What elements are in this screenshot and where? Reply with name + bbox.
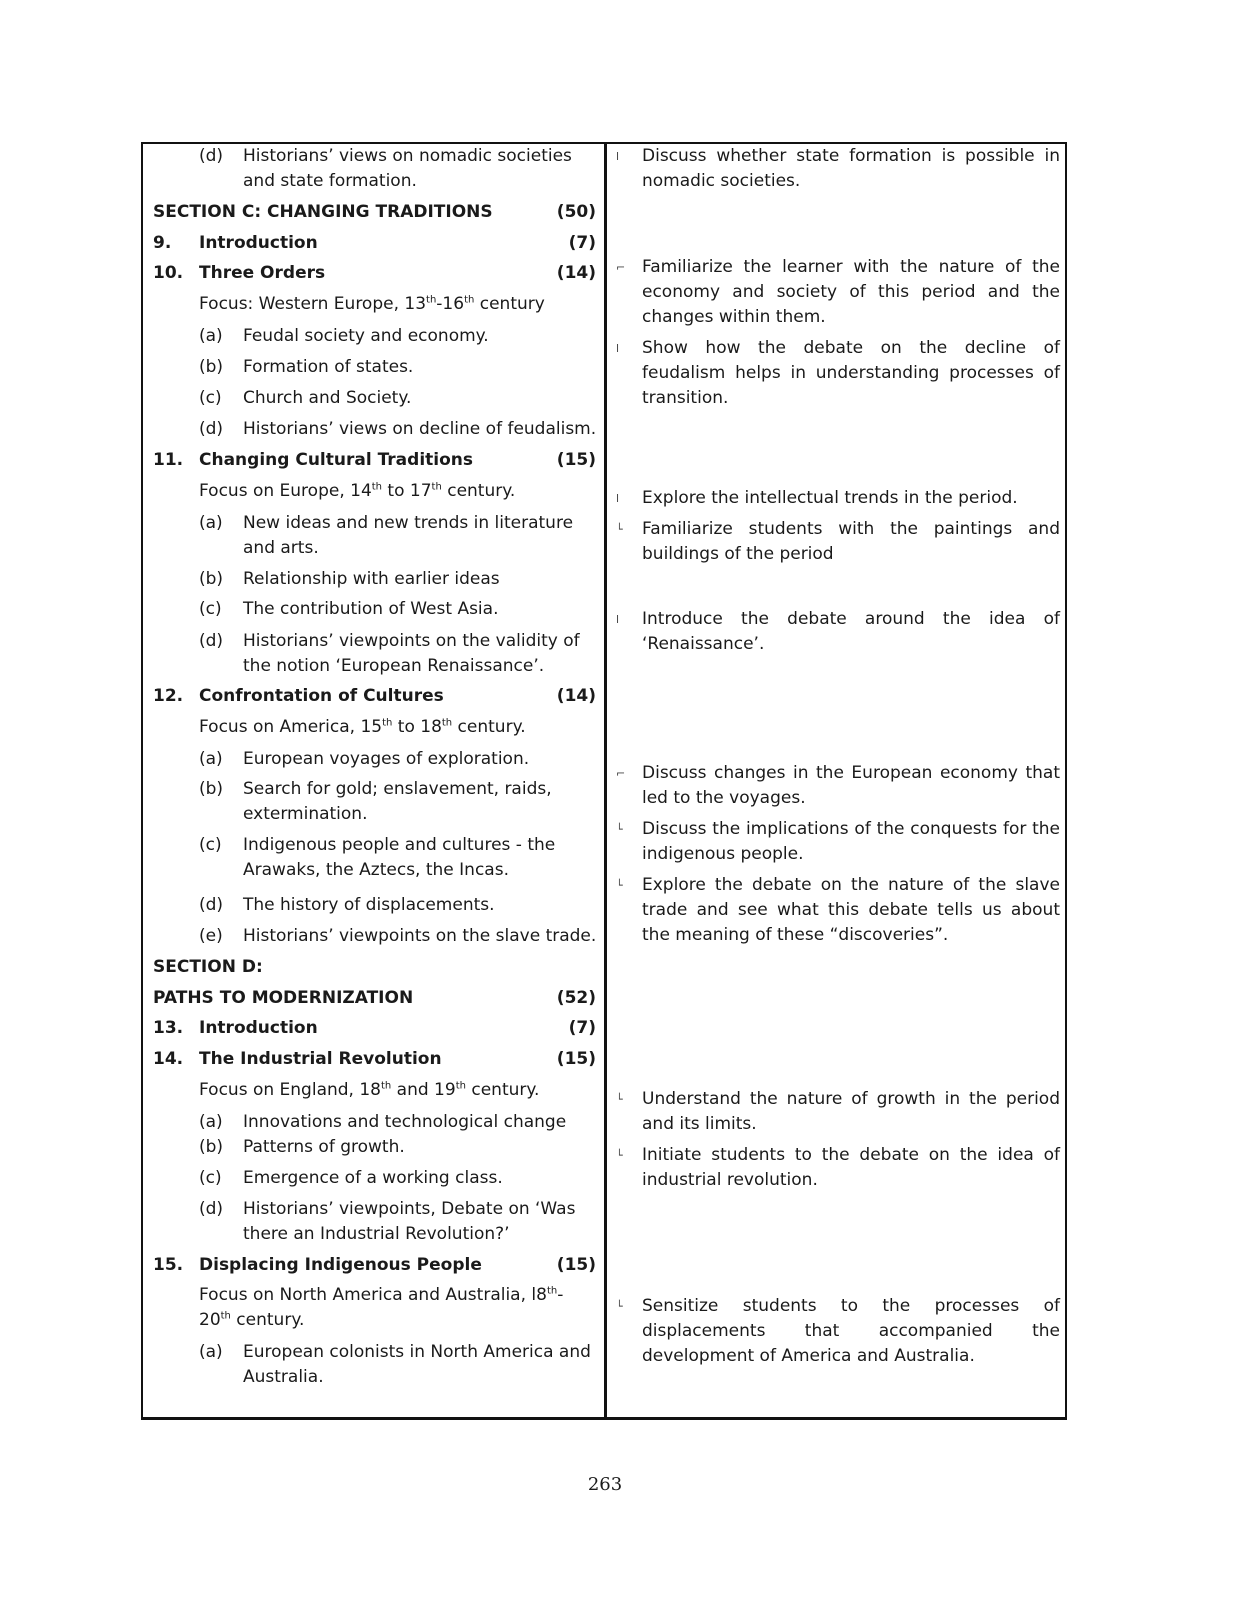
focus-line: Focus: Western Europe, 13th-16th century bbox=[199, 294, 545, 314]
section-heading-c: SECTION C: CHANGING TRADITIONS (50) bbox=[153, 202, 596, 222]
focus-line: Focus on Europe, 14th to 17th century. bbox=[199, 481, 516, 501]
bullet-icon: l bbox=[616, 613, 620, 626]
unit-heading: 10. Three Orders (14) bbox=[153, 263, 596, 283]
bullet-icon: l bbox=[616, 492, 620, 505]
page-number: 263 bbox=[587, 1474, 623, 1495]
bullet-icon: ⌐ bbox=[616, 767, 626, 780]
bullet-icon: ⌐ bbox=[616, 261, 626, 274]
bullet-icon: └ bbox=[616, 1149, 623, 1162]
unit-heading: 13. Introduction (7) bbox=[153, 1018, 596, 1038]
column-divider bbox=[604, 144, 607, 1417]
bullet-icon: l bbox=[616, 342, 620, 355]
syllabus-table: (d) Historians’ views on nomadic societies and state formation. SECTION C: CHANGING TRADITIONS (50) 9. Introduction (7) 10. Three Orders (14) Focus: Western Europe, 13th-16th century (a) Feudal society and economy. (b) Formation of states. (c) Church and Society. (d) Historians’ views on decline of feudalism. 11. Changing Cultural Traditions (15) Focus on Europe, 14th to 17th century. (a) New ideas and new trends in literature and arts. (b) Relationship with earlier ideas (c) The contribution of West Asia. (d) Historians’ viewpoints on the validity of the notion ‘European Renaissance’. 12. Confrontation of Cultures (14) Focus on America, 15th to 18th century. (a) European voyages of exploration. (b) Search for gold; enslavement, raids, extermination. (c) Indigenous people and cultures - the Arawaks, the Aztecs, the Incas. (d) The history of displacements. (e) Historians’ viewpoints on the slave trade. SECTION D: PATHS TO MODERNIZATION (52) 13. Introduction (7) 14. The Industrial Revolution (15) Focus on England, 18th and 19th century. (a) Innovations and technological change (b) Patterns of growth. (c) Emergence of a working class. (d) Historians’ viewpoints, Debate on ‘Was there an Industrial Revolution?’ 15. Displacing Indigenous People (15) Focus on North America and Australia, l8th-20th century. (a) European colonists in North America and Australia. l Discuss whether state formation is possible in nomadic societies. ⌐ Familiarize the learner with the nature of the economy and society of this period and the changes within them. l Show how the debate on the decline of feudalism helps in understanding processes of transition. l Explore the intellectual trends in the period. └ Familiarize students with the paintings and buildings of the period l Introduce the debate around the idea of ‘Renaissance’. ⌐ Discuss changes in the European economy that led to the voyages. └ Discuss the implications of the conquests for the indigenous people. └ Explore the debate on the nature of the slave trade and see what this debate tells us about the meaning of these “discoveries”. └ Understand the nature of growth in the period and its limits. └ Initiate students to the debate on the idea of industrial revolution. └ Sensitize students to the processes of displacements that accompanied the development of America and Australia. bbox=[141, 142, 1067, 1420]
unit-heading: 9. Introduction (7) bbox=[153, 233, 596, 253]
bullet-icon: └ bbox=[616, 823, 623, 836]
unit-heading: 12. Confrontation of Cultures (14) bbox=[153, 686, 596, 706]
focus-line: Focus on America, 15th to 18th century. bbox=[199, 717, 526, 737]
section-heading-d-title: PATHS TO MODERNIZATION (52) bbox=[153, 988, 596, 1008]
focus-line: Focus on North America and Australia, l8th-20th century. bbox=[199, 1285, 564, 1330]
bullet-icon: l bbox=[616, 150, 620, 163]
unit-heading: 11. Changing Cultural Traditions (15) bbox=[153, 450, 596, 470]
focus-line: Focus on England, 18th and 19th century. bbox=[199, 1080, 540, 1100]
unit-heading: 14. The Industrial Revolution (15) bbox=[153, 1049, 596, 1069]
bullet-icon: └ bbox=[616, 1300, 623, 1313]
bullet-icon: └ bbox=[616, 1093, 623, 1106]
unit-heading: 15. Displacing Indigenous People (15) bbox=[153, 1255, 596, 1275]
bullet-icon: └ bbox=[616, 523, 623, 536]
bullet-icon: └ bbox=[616, 879, 623, 892]
section-heading-d: SECTION D: bbox=[153, 957, 263, 977]
